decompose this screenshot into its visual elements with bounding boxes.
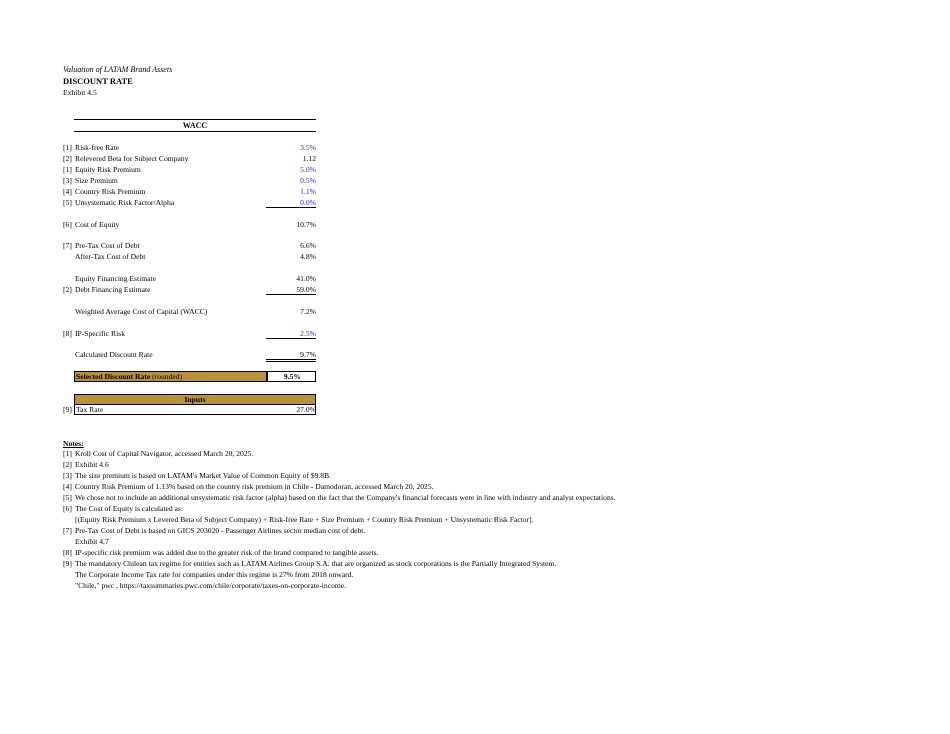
row-note: [1] <box>63 143 72 152</box>
wacc-top-rule <box>74 119 316 120</box>
wacc-title: WACC <box>182 121 208 130</box>
note-number: [7] <box>63 526 72 535</box>
note-number: [2] <box>63 460 72 469</box>
row-value: 0.5% <box>300 176 316 185</box>
note-text: Pre-Tax Cost of Debt is based on GICS 203020 - Passenger Airlines sector median cost of debt. <box>75 526 366 535</box>
row-label: Risk-free Rate <box>75 143 120 152</box>
row-label: Relevered Beta for Subject Company <box>75 154 189 163</box>
note-text: Exhibit 4.7 <box>75 537 109 546</box>
note-text: We chose not to include an additional unsystematic risk factor (alpha) based on the fact that the Company's financial forecasts were in line with industry and analyst expectations. <box>75 493 616 502</box>
row-note: [5] <box>63 198 72 207</box>
row-value: 1.1% <box>300 187 316 196</box>
row-note: [2] <box>63 154 72 163</box>
note-number: [3] <box>63 471 72 480</box>
row-label: Country Risk Premium <box>75 187 146 196</box>
wacc-header-rule <box>74 131 316 132</box>
report-subtitle: Valuation of LATAM Brand Assets <box>63 65 173 74</box>
note-text: "Chile," pwc , https://taxsummaries.pwc.com/chile/corporate/taxes-on-corporate-income. <box>75 581 347 590</box>
note-text: The mandatory Chilean tax regime for entities such as LATAM Airlines Group S.A. that are organized as stock corporations is the Partially Integrated System. <box>75 559 557 568</box>
row-note: [7] <box>63 241 72 250</box>
tax-rate-label: Tax Rate <box>76 405 104 414</box>
row-label: Debt Financing Estimate <box>75 285 151 294</box>
note-number: [8] <box>63 548 72 557</box>
note-text: The Corporate Income Tax rate for companies under this regime is 27% from 2018 onward. <box>75 570 354 579</box>
row-label: Pre-Tax Cost of Debt <box>75 241 140 250</box>
row-note: [6] <box>63 220 72 229</box>
row-value: 4.8% <box>300 252 316 261</box>
row-value: 1.12 <box>302 154 316 163</box>
row-value: 0.0% <box>266 198 316 208</box>
row-label: IP-Specific Risk <box>75 329 125 338</box>
row-value: 41.0% <box>296 274 316 283</box>
row-label: Unsystematic Risk Factor/Alpha <box>75 198 175 207</box>
row-note: [1] <box>63 165 72 174</box>
inputs-header: Inputs <box>74 394 316 405</box>
tax-rate-value: 27.0% <box>296 405 316 414</box>
row-note: [2] <box>63 285 72 294</box>
row-value: 10.7% <box>296 220 316 229</box>
row-label: Cost of Equity <box>75 220 120 229</box>
note-number: [4] <box>63 482 72 491</box>
row-label: Equity Financing Estimate <box>75 274 156 283</box>
inputs-note: [9] <box>63 405 72 414</box>
row-value: 9.7% <box>266 350 316 362</box>
note-number: [5] <box>63 493 72 502</box>
row-note: [3] <box>63 176 72 185</box>
row-note: [8] <box>63 329 72 338</box>
note-text: The Cost of Equity is calculated as: <box>75 504 183 513</box>
row-value: 3.5% <box>300 143 316 152</box>
row-value: 7.2% <box>300 307 316 316</box>
row-value: 59.0% <box>266 285 316 295</box>
note-text: Kroll Cost of Capital Navigator, accessed March 20, 2025. <box>75 449 254 458</box>
page-title: DISCOUNT RATE <box>63 76 133 86</box>
note-number: [6] <box>63 504 72 513</box>
row-label: After-Tax Cost of Debt <box>75 252 146 261</box>
selected-rate-label: Selected Discount Rate (rounded) <box>76 372 183 381</box>
note-text: IP-specific risk premium was added due to the greater risk of the brand compared to tangible assets. <box>75 548 379 557</box>
row-label: Size Premium <box>75 176 118 185</box>
row-value: 5.0% <box>300 165 316 174</box>
row-value: 2.5% <box>266 329 316 339</box>
note-text: [(Equity Risk Premium x Levered Beta of Subject Company) + Risk-free Rate + Size Premium + Country Risk Premium + Unsystematic Risk Factor]. <box>75 515 534 524</box>
exhibit-label: Exhibit 4.5 <box>63 88 97 97</box>
selected-rate-value: 9.5% <box>267 371 316 382</box>
row-label: Equity Risk Premium <box>75 165 141 174</box>
note-text: Exhibit 4.6 <box>75 460 109 469</box>
row-label: Calculated Discount Rate <box>75 350 153 359</box>
note-text: Country Risk Premium of 1.13% based on the country risk premium in Chile - Damodoran, accessed March 20, 2025. <box>75 482 434 491</box>
note-number: [1] <box>63 449 72 458</box>
note-number: [9] <box>63 559 72 568</box>
notes-title: Notes: <box>63 439 84 448</box>
note-text: The size premium is based on LATAM's Market Value of Common Equity of $9.8B. <box>75 471 332 480</box>
row-label: Weighted Average Cost of Capital (WACC) <box>75 307 208 316</box>
row-value: 6.6% <box>300 241 316 250</box>
row-note: [4] <box>63 187 72 196</box>
